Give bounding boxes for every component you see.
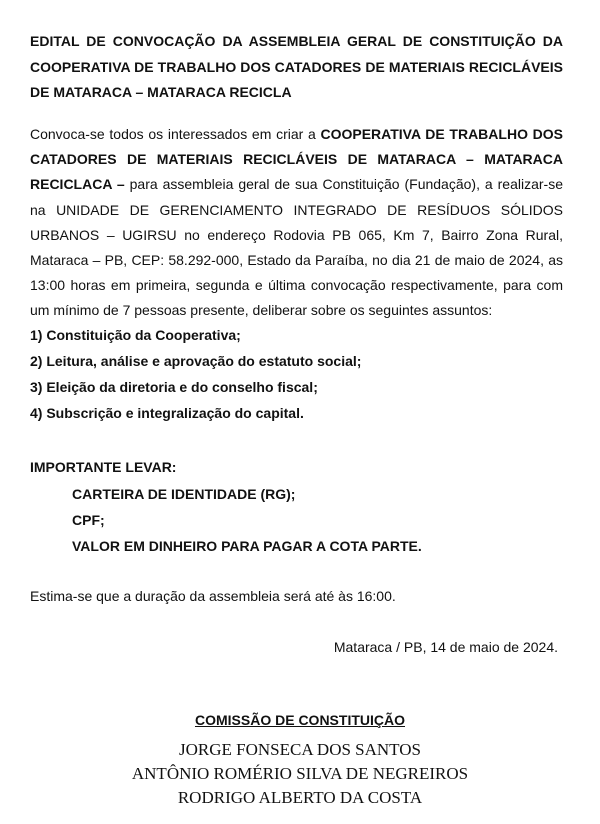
bring-item: CPF; [72, 512, 105, 528]
member-name: ANTÔNIO ROMÉRIO SILVA DE NEGREIROS [131, 764, 469, 783]
member-name: RODRIGO ALBERTO DA COSTA [177, 788, 423, 807]
bring-item: CARTEIRA DE IDENTIDADE (RG); [72, 486, 296, 502]
agenda-item: 3) Eleição da diretoria e do conselho fiscal; [30, 379, 318, 395]
duration-estimate: Estima-se que a duração da assembleia será até às 16:00. [30, 588, 396, 604]
agenda-list [30, 322, 563, 426]
agenda-item: 4) Subscrição e integralização do capital. [30, 405, 304, 421]
document-title: EDITAL DE CONVOCAÇÃO DA ASSEMBLEIA GERAL DE CONSTITUIÇÃO DA COOPERATIVA DE TRABALHO DOS CATADORES DE MATERIAIS RECICLÁVEIS DE MATARACA – MATARACA RECICLA [30, 33, 563, 100]
agenda-item: 2) Leitura, análise e aprovação do estatuto social; [30, 353, 362, 369]
cooperative-name: COOPERATIVA DE TRABALHO DOS CATADORES DE MATERIAIS RECICLÁVEIS DE MATARACA – MATARACA RECICLACA – [30, 126, 563, 193]
intro-paragraph [30, 122, 563, 324]
place-and-date: Mataraca / PB, 14 de maio de 2024. [333, 639, 558, 655]
bring-list [72, 481, 552, 559]
agenda-item: 1) Constituição da Cooperativa; [30, 327, 241, 343]
commission-heading: COMISSÃO DE CONSTITUIÇÃO [194, 712, 405, 728]
intro-body: para assembleia geral de sua Constituição (Fundação), a realizar-se na UNIDADE DE GERENCIAMENTO INTEGRADO DE RESÍDUOS SÓLIDOS URBANOS – UGIRSU no endereço Rodovia PB 065, Km 7, Bairro Zona Rural, Mataraca – PB, CEP: 58.292-000, Estado da Paraíba, no dia 21 de maio de 2024, as 13:00 horas em primeira, segunda e última convocação respectivamente, para com um mínimo de 7 pessoas presente, deliberar sobre os seguintes assuntos: [30, 176, 563, 319]
member-name: JORGE FONSECA DOS SANTOS [179, 740, 421, 759]
commission-members [0, 738, 600, 810]
intro-lead: Convoca-se todos os interessados em criar a [30, 126, 321, 142]
bring-item: VALOR EM DINHEIRO PARA PAGAR A COTA PARTE. [72, 538, 422, 554]
bring-heading: IMPORTANTE LEVAR: [30, 459, 177, 475]
